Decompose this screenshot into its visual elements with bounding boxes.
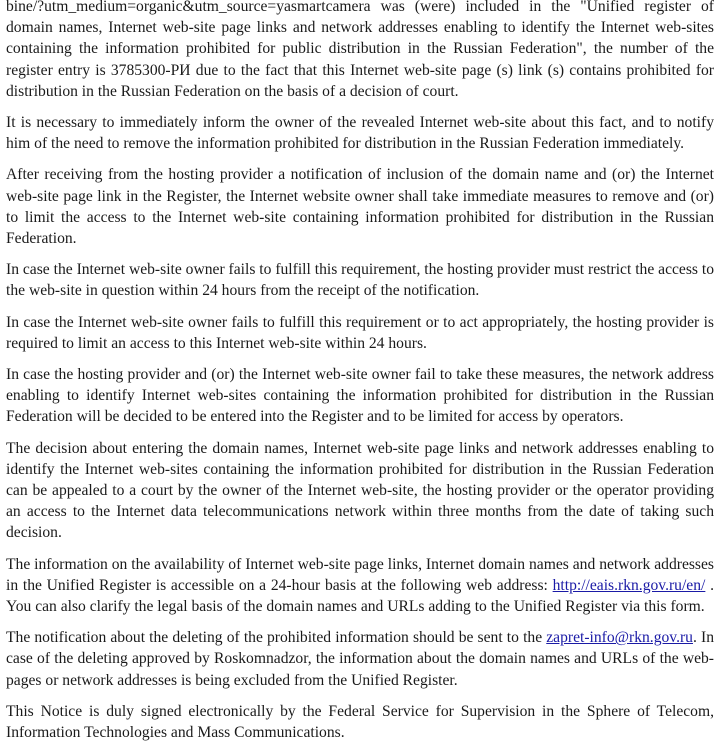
deletion-text-after: . In case of the deleting approved by Roskomnadzor, the information about the domain names and URLs of the web-pages or network addresses is being excluded from the Unified Register.: [6, 629, 714, 689]
paragraph-network-address: In case the hosting provider and (or) the Internet web-site owner fail to take these measures, the network address enabling to identify Internet web-sites containing the information prohibited for distribution in the Russian Federation will be decided to be entered into the Register and to be limited for access by operators.: [6, 366, 714, 426]
paragraph-deletion-notification: [6, 627, 714, 691]
paragraph-register-inclusion: bine/?utm_medium=organic&utm_source=yasmartcamera was (were) included in the "Unified register of domain names, Internet web-site page links and network addresses enabling to identify the Internet web-sites containing the information prohibited for public distribution in the Russian Federation", the number of the register entry is 3785300-РИ due to the fact that this Internet web-site page (s) link (s) contains prohibited for distribution in the Russian Federation on the basis of a decision of court.: [6, 0, 714, 100]
register-availability-text-before: The information on the availability of Internet web-site page links, Internet domain names and network addresses in the Unified Register is accessible on a 24-hour basis at the following web address:: [6, 555, 714, 594]
deletion-text-before: The notification about the deleting of the prohibited information should be sent to the: [6, 629, 547, 647]
register-availability-text-after: . You can also clarify the legal basis of the domain names and URLs adding to the Unified Register via this form.: [6, 576, 714, 616]
paragraph-register-availability: [6, 554, 714, 618]
paragraph-signature: This Notice is duly signed electronically by the Federal Service for Supervision in the Sphere of Telecom, Information Technologies and Mass Communications.: [6, 702, 714, 742]
paragraph-inform-owner: It is necessary to immediately inform the owner of the revealed Internet web-site about this fact, and to notify him of the need to remove the information prohibited for distribution in the Russian Federation immediately.: [6, 114, 714, 153]
notice-document: [6, 0, 714, 753]
paragraph-hosting-limit: In case the Internet web-site owner fails to fulfill this requirement or to act appropriately, the hosting provider is required to limit an access to this Internet web-site within 24 hours.: [6, 313, 714, 352]
paragraph-appeal: The decision about entering the domain names, Internet web-site page links and network addresses enabling to identify the Internet web-sites containing the information prohibited for distribution in the Russian Federation can be appealed to a court by the owner of the Internet web-site, the hosting provider or the operator providing an access to the Internet data telecommunications network within three months from the date of taking such decision.: [6, 439, 714, 542]
paragraph-hosting-restrict: In case the Internet web-site owner fails to fulfill this requirement, the hosting provider must restrict the access to the web-site in question within 24 hours from the receipt of the notification.: [6, 261, 715, 300]
paragraph-owner-measures: After receiving from the hosting provider a notification of inclusion of the domain name and (or) the Internet web-site page link in the Register, the Internet website owner shall take immediate measures to remove and (or) to limit the access to the Internet web-site containing information prohibited for distribution in the Russian Federation.: [6, 166, 714, 248]
zapret-info-email-link[interactable]: zapret-info@rkn.gov.ru: [546, 629, 693, 647]
eais-register-link[interactable]: http://eais.rkn.gov.ru/en/: [552, 576, 706, 594]
